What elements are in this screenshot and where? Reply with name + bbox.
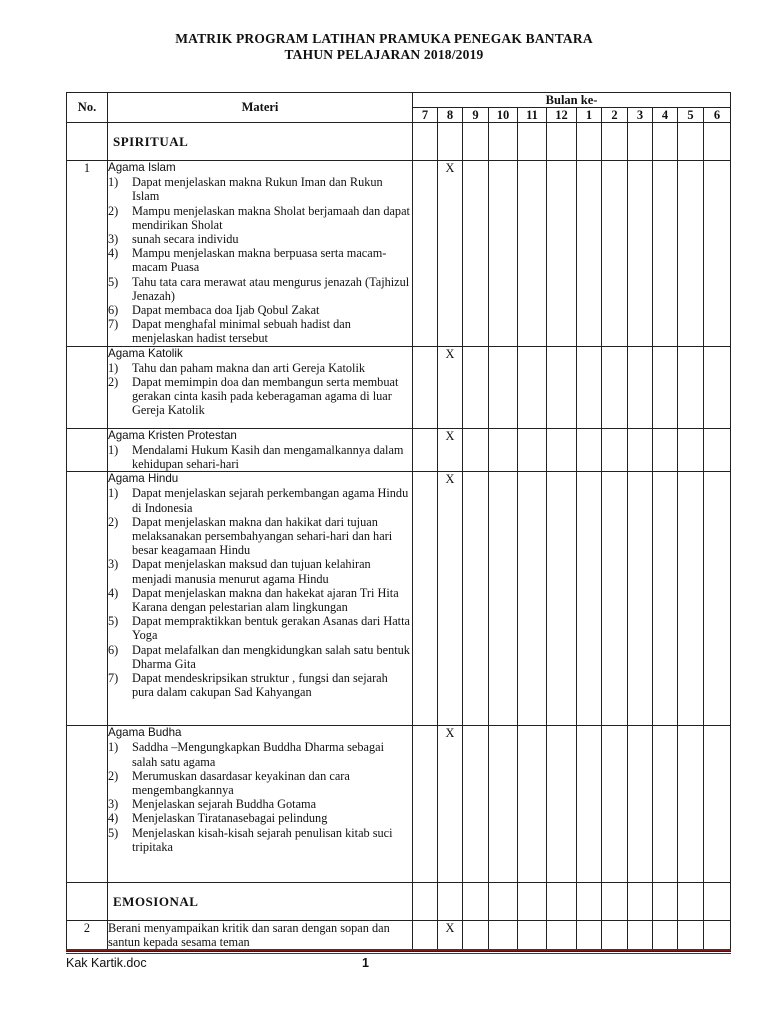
month-header: 2 [602,108,628,123]
month-cell [518,921,547,952]
item-number: 5) [108,614,119,629]
materi-cell [108,428,413,472]
competency-item [108,557,412,585]
item-text: Menjelaskan sejarah Buddha Gotama [132,797,317,812]
materi-row [67,921,731,952]
item-text: Mampu menjelaskan makna berpuasa serta macam-macam Puasa [132,246,387,275]
month-cell [413,726,438,883]
month-cell [463,472,489,726]
competency-list [108,361,412,418]
competency-item [108,232,412,246]
month-header: 1 [577,108,602,123]
item-text: Menjelaskan kisah-kisah sejarah penulisan kitab suci tripitaka [132,825,393,854]
month-cell [438,123,463,161]
row-number [67,472,108,726]
competency-item [108,769,412,797]
month-cell [628,161,653,347]
month-cell [489,346,518,428]
section-no-cell [67,883,108,921]
competency-item [108,740,412,768]
item-number: 2) [108,768,119,783]
religion-category: Agama Islam [108,161,176,174]
competency-item [108,246,412,274]
month-header: 5 [678,108,704,123]
month-cell [577,472,602,726]
month-header: 9 [463,108,489,123]
item-text: Merumuskan dasardasar keyakinan dan cara mengembangkannya [132,768,350,798]
competency-item [108,797,412,811]
month-cell [678,428,704,472]
item-text: Dapat menghafal minimal sebuah hadist dan menjelaskan hadist tersebut [132,317,351,346]
footer-rule-thin [66,953,731,954]
schedule-mark: X [438,921,463,952]
month-header: 7 [413,108,438,123]
item-number: 1) [108,442,119,457]
footer-rule [66,949,731,951]
item-number: 3) [108,797,119,812]
competency-item [108,175,412,203]
item-number: 7) [108,317,119,332]
month-cell [628,921,653,952]
item-number: 3) [108,232,119,247]
item-text: Tahu dan paham makna dan arti Gereja Katolik [132,360,366,375]
month-cell [547,346,577,428]
religion-category: Agama Kristen Protestan [108,428,237,442]
month-cell [602,726,628,883]
competency-item [108,361,412,375]
section-row [67,883,731,921]
month-cell [547,883,577,921]
materi-row [67,472,731,726]
item-number: 4) [108,585,119,600]
month-cell [547,161,577,347]
month-cell [463,123,489,161]
month-cell [489,726,518,883]
month-header: 12 [547,108,577,123]
item-number: 2) [108,203,119,218]
item-text: Mampu menjelaskan makna Sholat berjamaah dan dapat mendirikan Sholat [132,203,410,232]
month-cell [463,428,489,472]
schedule-mark: X [438,726,463,883]
month-cell [704,472,731,726]
month-cell [628,428,653,472]
month-header: 6 [704,108,731,123]
month-cell [463,346,489,428]
competency-item [108,443,412,471]
footer-page-number: 1 [362,956,369,970]
month-cell [577,921,602,952]
month-cell [602,428,628,472]
section-title: EMOSIONAL [108,883,413,921]
month-cell [653,726,678,883]
month-cell [489,123,518,161]
month-cell [653,883,678,921]
month-cell [413,883,438,921]
month-cell [628,346,653,428]
month-cell [602,123,628,161]
month-header: 10 [489,108,518,123]
competency-item [108,811,412,825]
month-cell [628,726,653,883]
competency-item [108,586,412,614]
competency-item [108,614,412,642]
month-cell [704,921,731,952]
competency-item [108,317,412,345]
month-cell [577,883,602,921]
competency-item [108,826,412,854]
month-cell [704,883,731,921]
competency-item [108,275,412,303]
item-number: 2) [108,375,119,390]
month-cell [463,921,489,952]
month-cell [704,428,731,472]
month-header: 8 [438,108,463,123]
month-cell [678,472,704,726]
item-text: Dapat membaca doa Ijab Qobul Zakat [132,303,320,318]
month-cell [628,472,653,726]
month-cell [413,161,438,347]
month-cell [678,921,704,952]
item-number: 1) [108,486,119,501]
materi-cell [108,726,413,883]
materi-row [67,428,731,472]
header-no: No. [67,93,108,123]
month-cell [653,161,678,347]
month-cell [463,161,489,347]
month-cell [489,472,518,726]
month-cell [547,123,577,161]
footer-filename: Kak Kartik.doc [66,956,147,970]
religion-category: Agama Hindu [108,472,179,486]
item-text: Dapat melafalkan dan mengkidungkan salah satu bentuk Dharma Gita [132,642,410,671]
row-number [67,726,108,883]
month-cell [413,123,438,161]
religion-category: Agama Budha [108,726,182,740]
section-title: SPIRITUAL [108,123,413,161]
header-materi: Materi [108,93,413,123]
row-number: 1 [67,161,108,347]
item-text: Dapat mempraktikkan bentuk gerakan Asanas dari Hatta Yoga [132,614,410,643]
month-header: 3 [628,108,653,123]
materi-row [67,161,731,347]
month-cell [602,921,628,952]
item-number: 5) [108,825,119,840]
item-number: 7) [108,671,119,686]
document-subtitle: TAHUN PELAJARAN 2018/2019 [284,47,484,62]
item-number: 4) [108,811,119,826]
month-cell [489,428,518,472]
item-number: 3) [108,557,119,572]
month-cell [577,123,602,161]
materi-cell [108,472,413,726]
materi-row [67,726,731,883]
month-cell [518,726,547,883]
competency-list [108,486,412,699]
month-cell [463,726,489,883]
competency-list [108,740,412,854]
month-header: 11 [518,108,547,123]
month-cell [704,123,731,161]
month-cell [602,346,628,428]
item-text: Tahu tata cara merawat atau mengurus jenazah (Tajhizul Jenazah) [132,274,410,303]
schedule-mark: X [438,346,463,428]
month-cell [678,726,704,883]
item-text: Mendalami Hukum Kasih dan mengamalkannya dalam kehidupan sehari-hari [132,442,404,472]
item-number: 1) [108,175,119,190]
competency-item [108,375,412,418]
month-cell [413,346,438,428]
document-title: MATRIK PROGRAM LATIHAN PRAMUKA PENEGAK BANTARA [175,31,593,46]
program-matrix-table [66,92,731,952]
month-cell [678,161,704,347]
month-cell [704,161,731,347]
month-cell [678,346,704,428]
month-cell [518,428,547,472]
month-cell [489,883,518,921]
item-number: 6) [108,642,119,657]
item-number: 5) [108,274,119,289]
competency-item [108,671,412,699]
month-cell [602,161,628,347]
item-number: 6) [108,303,119,318]
item-text: Dapat menjelaskan makna dan hakikat dari tujuan melaksanakan persembahyangan sehari-hari dan hari besar keagamaan Hindu [132,514,393,558]
item-text: Dapat menjelaskan maksud dan tujuan kelahiran menjadi manusia menurut agama Hindu [132,557,371,586]
section-row [67,123,731,161]
religion-category: Agama Katolik [108,346,183,360]
competency-item [108,486,412,514]
month-cell [489,161,518,347]
materi-text: Berani menyampaikan kritik dan saran dengan sopan dan santun kepada sesama teman [108,921,413,952]
item-text: sunah secara individu [132,232,239,247]
item-text: Dapat menjelaskan makna dan hakekat ajaran Tri Hita Karana dengan pelestarian alam lingkungan [132,585,399,615]
materi-cell [108,161,413,347]
month-cell [678,883,704,921]
month-cell [628,883,653,921]
item-number: 1) [108,360,119,375]
item-text: Menjelaskan Tiratanasebagai pelindung [132,811,328,826]
item-number: 2) [108,514,119,529]
month-cell [653,428,678,472]
item-number: 4) [108,246,119,261]
row-number [67,428,108,472]
header-bulan: Bulan ke- [413,93,731,108]
month-cell [489,921,518,952]
month-cell [547,726,577,883]
month-cell [547,472,577,726]
competency-item [108,303,412,317]
month-cell [577,346,602,428]
month-cell [413,428,438,472]
month-cell [704,726,731,883]
schedule-mark: X [438,472,463,726]
month-cell [653,123,678,161]
row-number: 2 [67,921,108,952]
month-cell [413,921,438,952]
competency-item [108,515,412,558]
schedule-mark: X [438,428,463,472]
materi-cell [108,346,413,428]
month-cell [547,921,577,952]
month-cell [518,472,547,726]
month-cell [438,883,463,921]
month-cell [653,921,678,952]
item-text: Dapat menjelaskan sejarah perkembangan agama Hindu di Indonesia [132,486,409,515]
month-cell [547,428,577,472]
month-cell [628,123,653,161]
month-cell [518,161,547,347]
item-text: Dapat menjelaskan makna Rukun Iman dan Rukun Islam [132,175,383,204]
item-number: 1) [108,740,119,755]
materi-row [67,346,731,428]
month-cell [653,346,678,428]
row-number [67,346,108,428]
schedule-mark: X [438,161,463,347]
month-cell [602,472,628,726]
month-cell [413,472,438,726]
month-cell [704,346,731,428]
month-cell [577,726,602,883]
month-cell [577,161,602,347]
item-text: Dapat memimpin doa dan membangun serta membuat gerakan cinta kasih pada keberagaman agama di luar Gereja Katolik [132,375,399,418]
month-cell [678,123,704,161]
section-no-cell [67,123,108,161]
month-cell [577,428,602,472]
month-cell [518,346,547,428]
competency-item [108,643,412,671]
competency-item [108,204,412,232]
item-text: Saddha –Mengungkapkan Buddha Dharma sebagai salah satu agama [132,740,385,769]
item-text: Dapat mendeskripsikan struktur , fungsi dan sejarah pura dalam cakupan Sad Kahyangan [132,671,388,700]
month-cell [653,472,678,726]
competency-list [108,443,412,471]
month-header: 4 [653,108,678,123]
month-cell [602,883,628,921]
month-cell [463,883,489,921]
month-cell [518,883,547,921]
month-cell [518,123,547,161]
competency-list [108,175,412,345]
